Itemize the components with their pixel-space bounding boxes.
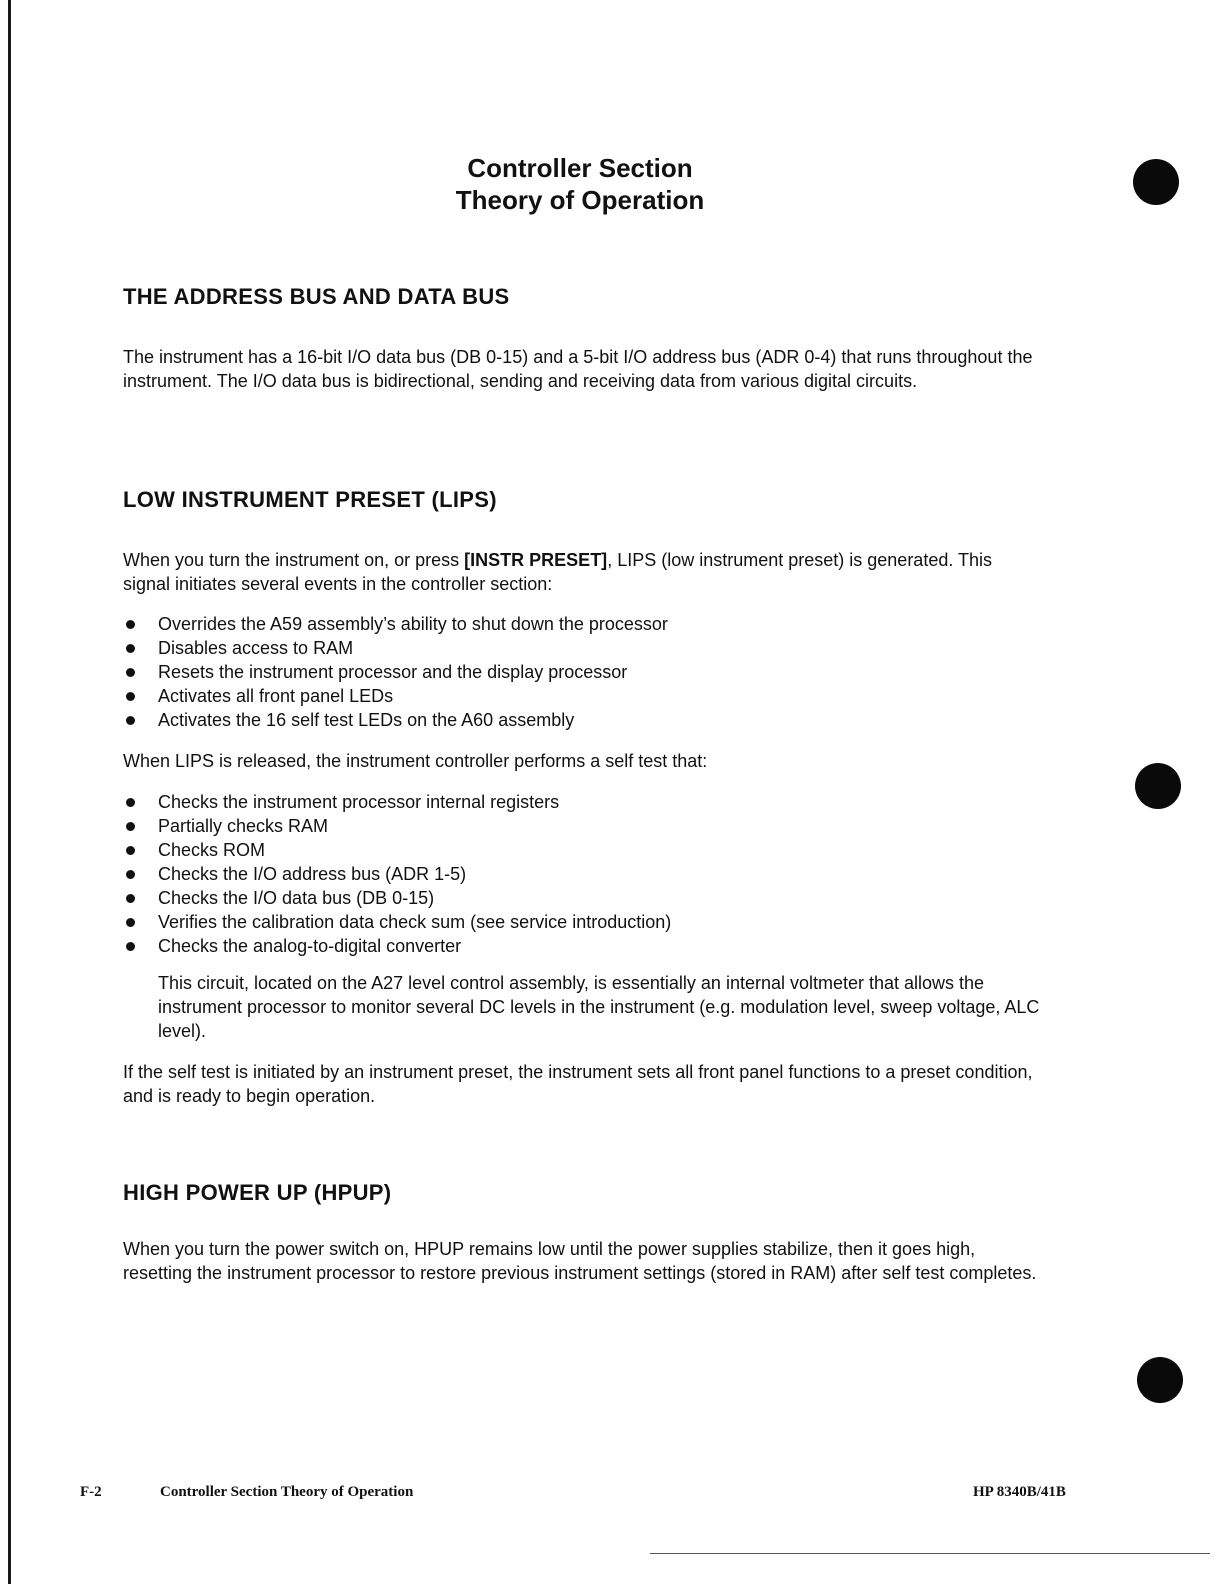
bullet-icon — [126, 918, 135, 927]
bullet-icon — [126, 716, 135, 725]
list-item: Verifies the calibration data check sum (see service introduction) — [123, 910, 671, 934]
heading-hpup: HIGH POWER UP (HPUP) — [123, 1180, 392, 1205]
bullet-icon — [126, 644, 135, 653]
page-title — [380, 152, 780, 216]
list-item: Checks the instrument processor internal registers — [123, 790, 671, 814]
list-item: Checks ROM — [123, 838, 671, 862]
paragraph-hpup: When you turn the power switch on, HPUP remains low until the power supplies stabilize, then it goes high, resetting the instrument processor to restore previous instrument settings (stored in RAM) after self test completes. — [123, 1239, 1037, 1283]
list-item: Resets the instrument processor and the display processor — [123, 660, 668, 684]
paragraph-lips-release: When LIPS is released, the instrument controller performs a self test that: — [123, 751, 708, 771]
instr-preset-key-label: [INSTR PRESET] — [464, 550, 608, 570]
bullet-icon — [126, 822, 135, 831]
bullet-icon — [126, 692, 135, 701]
paragraph-lips-intro — [123, 548, 1043, 596]
paragraph-address-bus: The instrument has a 16-bit I/O data bus (DB 0-15) and a 5-bit I/O address bus (ADR 0-4) that runs throughout the instrument. The I/O data bus is bidirectional, sending and receiving data from various digital circuits. — [123, 347, 1033, 391]
page-title-line-2: Theory of Operation — [455, 185, 705, 215]
bullet-icon — [126, 798, 135, 807]
bullet-icon — [126, 668, 135, 677]
bullet-icon — [126, 894, 135, 903]
list-item: Activates the 16 self test LEDs on the A60 assembly — [123, 708, 668, 732]
footer-model: HP 8340B/41B — [973, 1484, 1066, 1500]
footer-page-number: F-2 — [80, 1484, 102, 1500]
footer-section-title: Controller Section Theory of Operation — [160, 1484, 414, 1500]
punch-hole-bottom — [1137, 1357, 1183, 1403]
paragraph-converter-note: This circuit, located on the A27 level control assembly, is essentially an internal voltmeter that allows the instrument processor to monitor several DC levels in the instrument (e.g. modulation level, sweep voltage, ALC level). — [158, 973, 1040, 1041]
punch-hole-middle — [1135, 763, 1181, 809]
bullet-icon — [126, 846, 135, 855]
page-title-line-1: Controller Section — [467, 153, 693, 183]
list-item: Disables access to RAM — [123, 636, 668, 660]
bullet-icon — [126, 942, 135, 951]
punch-hole-top — [1133, 159, 1179, 205]
heading-lips: LOW INSTRUMENT PRESET (LIPS) — [123, 487, 497, 512]
list-item: Activates all front panel LEDs — [123, 684, 668, 708]
bullet-icon — [126, 620, 135, 629]
list-item: Checks the I/O address bus (ADR 1-5) — [123, 862, 671, 886]
list-item: Overrides the A59 assembly’s ability to shut down the processor — [123, 612, 668, 636]
bullet-icon — [126, 870, 135, 879]
lips-events-list — [123, 612, 668, 732]
list-item: Checks the I/O data bus (DB 0-15) — [123, 886, 671, 910]
list-item: Partially checks RAM — [123, 814, 671, 838]
bottom-rule-line — [650, 1553, 1210, 1554]
heading-address-bus: THE ADDRESS BUS AND DATA BUS — [123, 284, 510, 309]
list-item: Checks the analog-to-digital converter — [123, 934, 671, 958]
lips-intro-text-after-key: , LIPS (low instrument preset) is generated. This signal initiates several events in the controller section: — [123, 550, 993, 594]
lips-intro-text-before-key: When you turn the instrument on, or press — [123, 550, 465, 570]
self-test-list — [123, 790, 671, 958]
paragraph-lips-closing: If the self test is initiated by an instrument preset, the instrument sets all front panel functions to a preset condition, and is ready to begin operation. — [123, 1062, 1033, 1106]
binding-edge-line — [8, 0, 11, 1584]
